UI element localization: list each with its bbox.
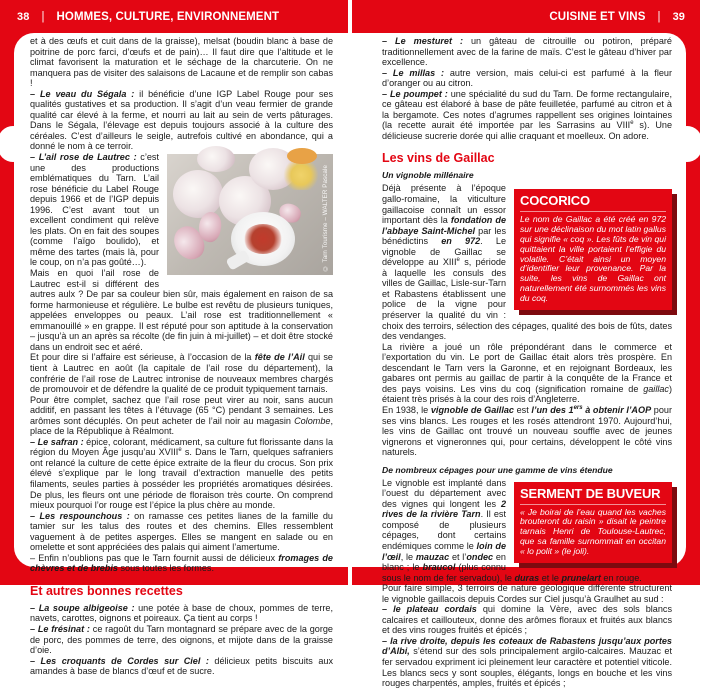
box-title: SERMENT DE BUVEUR — [520, 486, 666, 505]
left-page — [0, 0, 348, 677]
page-number: 39 — [672, 10, 685, 23]
paragraph-aop: En 1938, le vignoble de Gaillac est l’un des 1ers à obtenir l’AOP pour ses vins blancs. Les rouges et les rosés attendront 1970. Aujourd’hui, les vins de Gaillac ont trouvé un nouveau souffle avec de jeunes vignerons et vigneronnes qui, pour certains, développent le côté vins naturels. — [382, 404, 672, 458]
term-veau: – Le veau du Ségala : — [30, 88, 135, 99]
left-page-header — [0, 0, 348, 33]
dessert-item: – Le millas : autre version, mais celui-ci est parfumé à la fleur d’oranger ou au citron. — [382, 67, 672, 89]
paragraph-fromages: – Enfin n’oublions pas que le Tarn fournit aussi de délicieux fromages de chèvres et de brebis sous toutes les formes. — [30, 552, 333, 574]
heading-recettes: Et autres bonnes recettes — [30, 583, 183, 598]
paragraph-ail-2: Mais en quoi l’ail rose de Lautrec est-il si différent des autres aulx ? De par sa couleur bien sûr, mais également en raison de sa forme harmonieuse et régulière. Le bulbe est revêtu de plusieurs tuniques, appelées enveloppes ou peaux. L’ail rose est traditionnellement « emmanouillé » en grappe. Il est réputé pour son aptitude à la conservation – jusqu’à un an après sa récolte (de fin juin à mi-juillet) – et doit être stocké dans un endroit sec et aéré. — [30, 268, 333, 352]
thumb-tab-notch — [672, 126, 702, 162]
section-title: CUISINE ET VINS — [549, 10, 646, 23]
heading-vins-gaillac: Les vins de Gaillac — [382, 151, 495, 166]
left-column — [30, 36, 333, 677]
header-separator: | — [41, 10, 45, 23]
paragraph-terroirs: Pour faire simple, 3 terroirs de nature géologique différente structurent le vignoble gaillacois depuis Cordes sur Ciel jusqu’à Graulhet au sud : — [382, 583, 672, 604]
paragraph-safran: – Le safran : épice, colorant, médicament, sa culture fut florissante dans la région du Moyen Âge jusqu’au XVIIIe s. Dans le Tarn, quelques safraniers ont relancé la culture de cette épice extraite de la fleur du crocus. Son prix élevé s’explique par le long travail d’extraction manuelle des petits filaments, seules parties à posséder les propriétés aromatiques désirées. De plus, les fleurs ont une période de floraison très courte. On comprend mieux pourquoi l’or rouge est l’épice la plus chère au monde. — [30, 436, 333, 511]
paragraph-respounchous: – Les respounchous : on ramasse ces petites lianes de la famille du tamier sur les talus des routes et des chemins. Elles ressemblent vaguement à de petites asperges. Elles se mangent en salade ou en omelette et sont appréciées des palais qui aiment l’amertume. — [30, 510, 333, 553]
paragraph-vignoble-histoire: Déjà présente à l’époque gallo-romaine, la viticulture gaillacoise connaît un essor important dès la fondation de l’abbaye Saint-Michel par les bénédictins en 972. Le vignoble de Gaillac se développe au XIIIe s, période à laquelle les consuls des villes de Gaillac, Lisle-sur-Tarn et Rabastens établissent une police de la vigne pour préserver la qualité du vin : choix des terroirs, sélection des cépages, qualité des bois de fûts, dates des vendanges. — [382, 183, 672, 342]
term-ail-rose: – L’ail rose de Lautrec : — [30, 152, 137, 163]
recette-item: – La soupe albigeoise : une potée à base de choux, pommes de terre, navets, carottes, oignons et poireaux. Ça tient au corps ! — [30, 602, 333, 624]
right-column — [382, 36, 672, 689]
shop-name: Colombe — [294, 415, 331, 426]
dish-handle — [225, 249, 250, 270]
dessert-item: – Le mesturet : un gâteau de citrouille ou potiron, préparé traditionnellement avec de la farine de maïs. C’est le gâteau d’hiver par excellence. — [382, 36, 672, 68]
paragraph-fete: Et pour dire si l’affaire est sérieuse, à l’occasion de la fête de l’Ail qui se tient à Lautrec en août (la capitale de l’ail rose du département), la confrérie de l’ail rose de Lautrec intronise de nouveaux membres chargés de promouvoir et de défendre la qualité de ce produit typiquement tarnais. — [30, 352, 333, 395]
paragraph-riviere: La rivière a joué un rôle prépondérant dans le commerce et l’exportation du vin. Le port de Gaillac était alors très prospère. En descendant le Tarn vers la Garonne, et en rejoignant Bordeaux, les gabares ont permis au gaillac de partir à la conquête de la France et des pays voisins. Les vins du coq (signification romaine de gaillac) étaient très prisés à la cour des rois d’Angleterre. — [382, 341, 672, 405]
paragraph-cepages: Le vignoble est implanté dans l’ouest du département avec des vignes qui longent les 2 rives de la rivière Tarn. Il est composé de plusieurs cépages, dont certains endémiques comme le loin de l’œil, le mauzac et l’ondec en blanc ; le braucol (plus connu sous le nom de fer servadou), le duras et le prunelart en rouge. — [382, 477, 642, 583]
terroir-item: – la rive droite, depuis les coteaux de Rabastens jusqu’aux portes d’Albi, s’étend sur des sols principalement argilo-calcaires. Mauzac et fer servadou expriment ici pleinement leur caractère et potentiel viticole. Les blancs secs y sont souples, élégants, longs en bouche et les vins rouges charpentés, amples, fruités et épicés ; — [382, 635, 672, 689]
paragraph-ail: – L’ail rose de Lautrec : c’est une des productions emblématiques du Tarn. L’ail rose bénéficie du Label Rouge depuis 1966 et de l’IGP depuis 1996. C’est avant tout un excellent condiment qui relève les plats. On en fait des soupes (comme l’aïgo boulido), et même des tartes (mais là, pour le coup, on n’a pas goûté…). — [30, 152, 159, 268]
subheading-vignoble-millenaire: Un vignoble millénaire — [382, 170, 474, 181]
right-page — [352, 0, 700, 689]
page-number: 38 — [17, 10, 30, 23]
paragraph-charcuterie: et à des œufs et cuit dans de la graisse), melsat (boudin blanc à base de poitrine de porc farci, d’œufs et de pain)… Il faut dire que l’altitude et le climat favorisent la maturation et le séchage de la charcuterie. On ne manquera pas de visiter des salaisons de Lacaune et de remplir son cabas ! — [30, 36, 333, 89]
paragraph-veau: – Le veau du Ségala : il bénéficie d’une IGP Label Rouge pour ses qualités gustatives et sa production. Il s’agit d’un veau fermier de grande qualité car élevé à la ferme, et nourri au lait au sein de verts pâturages. Dans le Ségala, l’élevage est depuis toujours associé à la culture des céréales. C’est d’ailleurs le seigle, autrefois cultivé en abondance, qui a donné le nom à ce terroir. — [30, 88, 333, 152]
terroir-item: – le plateau cordais qui domine la Vère, avec des sols blancs calcaires et caillouteux, donne des arômes floraux et fruités aux blancs et des vins rouges fruités et épicés ; — [382, 604, 672, 636]
term-fete-ail: fête de l’Ail — [254, 352, 305, 363]
garlic-saffron-photo — [167, 154, 333, 275]
box-text: Le nom de Gaillac a été créé en 972 sur une déclinaison du mot latin gallus qui signifie « coq ». Les fûts de vin qui quittaient la ville portaient l’effigie du volatile. C’était ainsi un moyen d’identifier leur provenance. Par la suite, les vins de Gaillac ont naturellement été surnommés les vins du coq. — [520, 214, 666, 303]
sidebar-box-cocorico — [514, 189, 672, 309]
recette-item: – Les croquants de Cordes sur Ciel : délicieux petits biscuits aux amandes à base de blancs d’œuf et de sucre. — [30, 655, 333, 677]
paragraph-ail-noir: Pour être complet, sachez que l’ail rose peut virer au noir, sans aucun additif, en passant les têtes à l’étuvage (65 °C) pendant 3 semaines. Les arômes sont décuplés. On peut acheter de l’ail noir au magasin Colombe, place de la République à Réalmont. — [30, 394, 333, 437]
header-separator: | — [657, 10, 661, 23]
thumb-tab-notch — [0, 126, 28, 162]
sidebar-box-serment — [514, 482, 672, 563]
photo-credit: © Tarn Tourisme – WALTER Pascale — [322, 164, 330, 272]
subheading-cepages: De nombreux cépages pour une gamme de vins étendue — [382, 464, 613, 475]
section-title: HOMMES, CULTURE, ENVIRONNEMENT — [56, 10, 280, 23]
recette-item: – Le frésinat : ce ragoût du Tarn montagnard se prépare avec de la gorge de porc, des pommes de terre, des oignons, et mijote dans de la graisse d’oie. — [30, 623, 333, 656]
term-safran: – Le safran : — [30, 436, 84, 447]
dessert-item: – Le poumpet : une spécialité du sud du Tarn. De forme rectangulaire, ce gâteau est élaboré à base de pâte feuilletée, parfumé au citron et à la bergamote. Ces notes d’agrumes rappellent ses origines lointaines (la recette aurait été importée par les Sarrasins au VIIIe s). Une délicieuse sucrerie dorée qui allie craquant et moelleux. On adore. — [382, 88, 672, 141]
pasta-nest — [281, 160, 321, 190]
box-text: « Je boirai de l’eau quand les vaches brouteront du raisin » disait le peintre tarnais Henri de Toulouse-Lautrec, que sa famille surnommait en occitan « lo polit » (le joli). — [520, 506, 666, 556]
garlic-bulb — [197, 146, 235, 172]
box-title: COCORICO — [520, 193, 666, 212]
saffron-threads — [243, 224, 283, 254]
term-fromages: fromages de chèvres et de brebis — [30, 552, 333, 574]
orange-fruit — [287, 148, 317, 164]
term-respounchous: – Les respounchous : — [30, 510, 130, 521]
right-page-header — [352, 0, 700, 33]
garlic-bulb — [173, 170, 223, 218]
